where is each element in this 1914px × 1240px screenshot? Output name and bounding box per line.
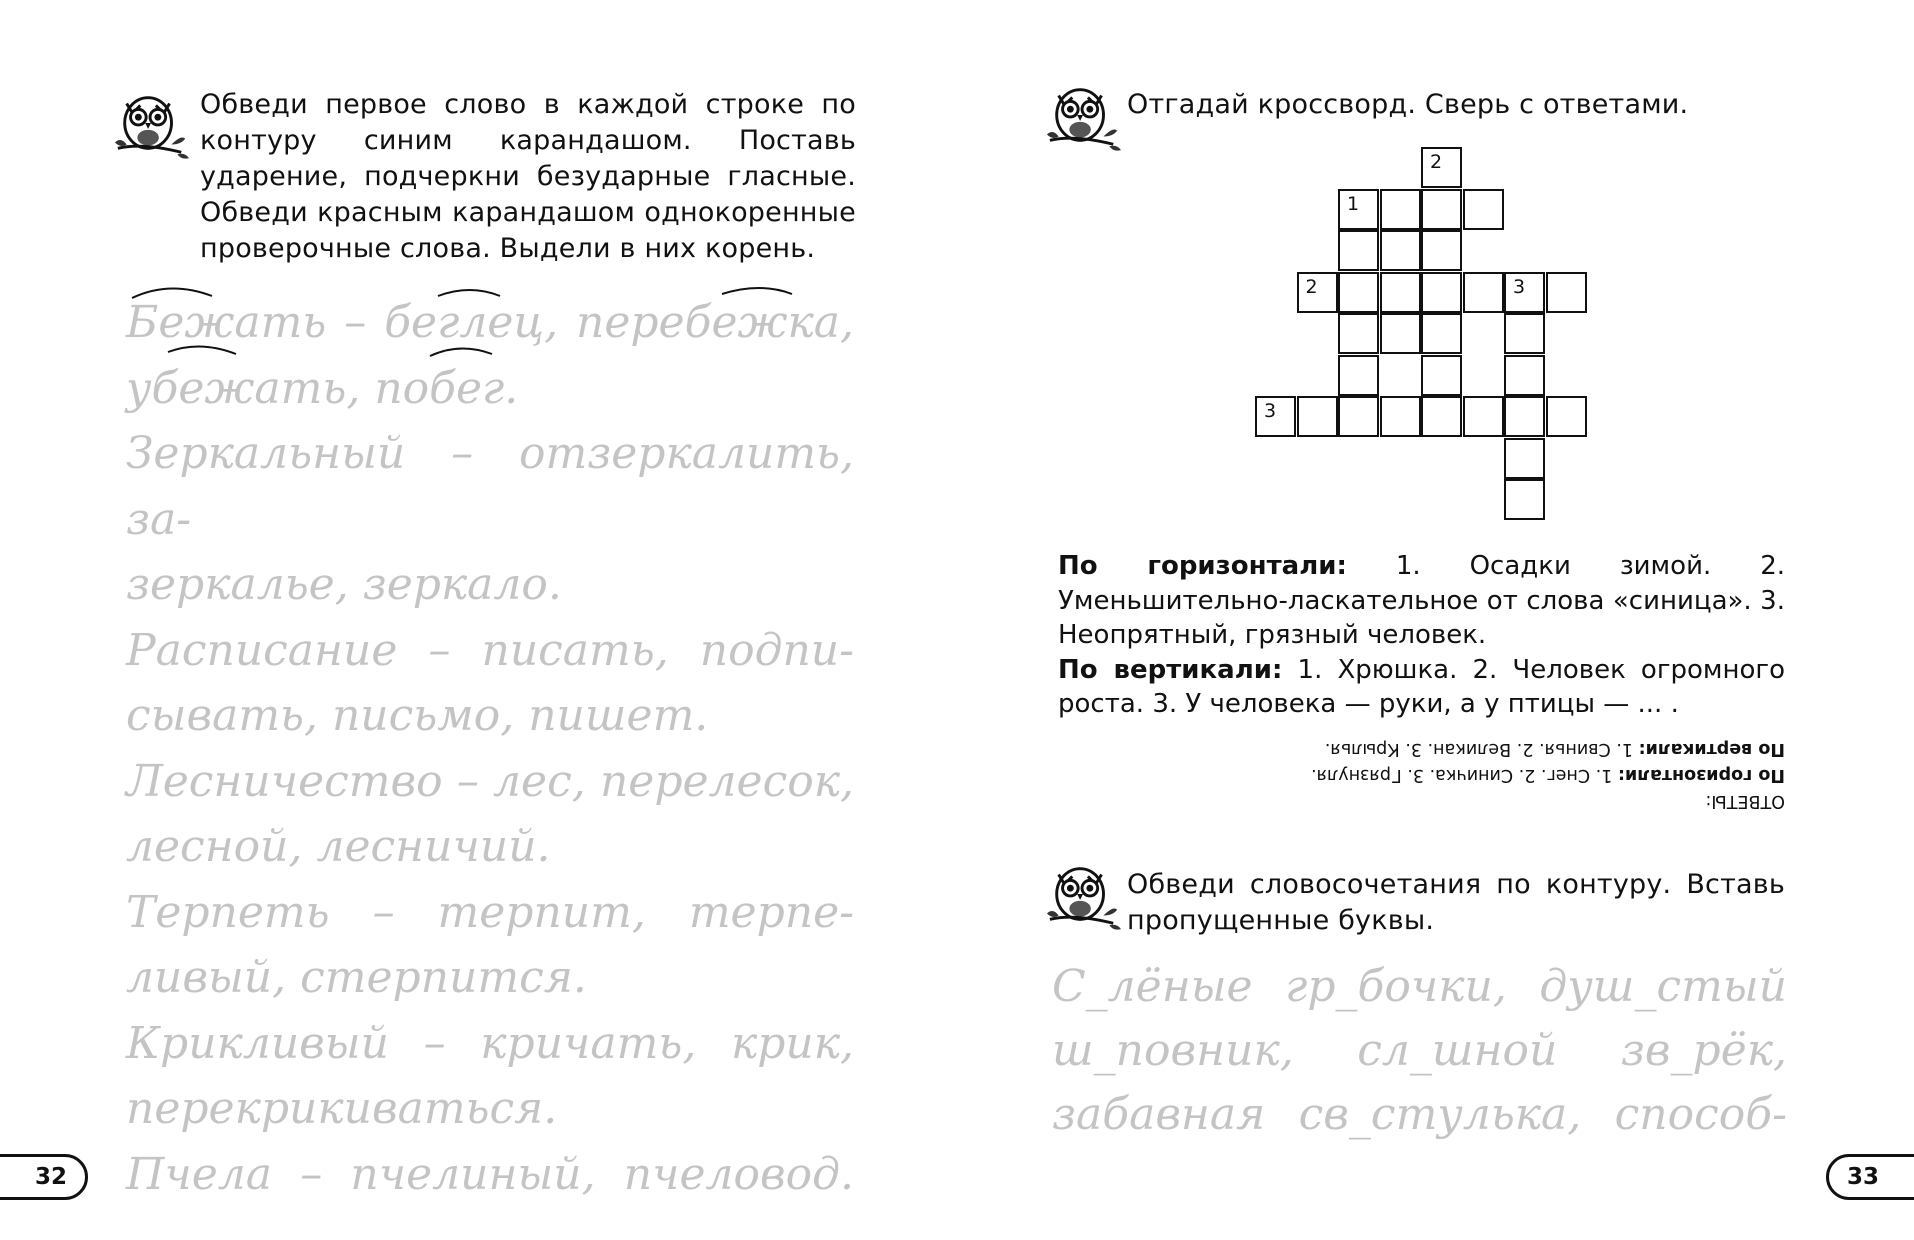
crossword-cell[interactable]	[1421, 230, 1462, 271]
phrase-copy-block	[1052, 955, 1787, 1147]
task-instruction: Обведи первое слово в каждой строке по контуру синим карандашом. Поставь ударение, подчеркни безударные гласные. Обведи красным карандашом однокоренные проверочные слова. Выдели в них корень.	[200, 89, 856, 264]
crossword-cell[interactable]	[1338, 396, 1379, 437]
crossword-cell[interactable]	[1297, 396, 1338, 437]
copy-line: зеркалье, зеркало.	[126, 559, 562, 610]
crossword-cell-number: 1	[1347, 192, 1360, 215]
copy-line: Бежать – беглец, перебежка,	[126, 297, 854, 348]
crossword-cell-number: 2	[1430, 151, 1443, 173]
upside-down-answers	[1197, 736, 1785, 814]
owl-icon	[113, 84, 191, 162]
answers-vertical-text: 1. Свинья. 2. Великан. 3. Крылья.	[1324, 739, 1634, 759]
crossword-cell[interactable]	[1504, 355, 1545, 396]
vertical-clue-text: 1. Хрюшка. 2. Человек огромного роста. 3. У человека — руки, а у птицы — ... .	[1058, 654, 1786, 719]
answers-vertical	[1197, 736, 1785, 762]
crossword-cell[interactable]	[1380, 396, 1421, 437]
crossword-cell[interactable]	[1546, 272, 1587, 313]
answers-title: ОТВЕТЫ:	[1705, 791, 1785, 811]
horizontal-clues	[1058, 549, 1785, 653]
crossword-cell[interactable]	[1421, 189, 1462, 230]
crossword-cell[interactable]	[1504, 313, 1545, 354]
crossword-instruction: Отгадай кроссворд. Сверь с ответами.	[1127, 89, 1689, 120]
right-page	[957, 0, 1914, 1240]
copy-line: сывать, письмо, пишет.	[126, 690, 709, 741]
copy-line: лесной, лесничий.	[126, 821, 551, 872]
horizontal-clue-text: 1. Осадки зимой. 2. Уменьшительно-ласкательное от слова «синица». 3. Неопрятный, грязный человек.	[1058, 551, 1786, 650]
crossword-cell[interactable]	[1421, 272, 1462, 313]
copy-line: Лесничество – лес, перелесок,	[126, 755, 854, 807]
crossword-cell[interactable]	[1297, 272, 1338, 313]
answers-horizontal-text: 1. Снег. 2. Синичка. 3. Грязнуля.	[1311, 765, 1613, 785]
crossword-cell[interactable]	[1338, 230, 1379, 271]
crossword-cell[interactable]	[1255, 396, 1296, 437]
crossword-cell-number: 3	[1264, 400, 1277, 422]
crossword-cell[interactable]	[1463, 396, 1504, 437]
answers-horizontal	[1197, 762, 1785, 788]
crossword-cell[interactable]	[1338, 355, 1379, 396]
copy-line: убежать, побег.	[126, 362, 519, 414]
crossword-cell[interactable]	[1463, 272, 1504, 313]
crossword-clues	[1058, 549, 1785, 722]
vertical-label: По вертикали:	[1058, 654, 1283, 685]
crossword-cell[interactable]	[1421, 355, 1462, 396]
crossword-cell-number: 3	[1513, 275, 1526, 298]
copy-line: ливый, стерпится.	[126, 952, 587, 1003]
copy-line: Терпеть – терпит, терпе-	[126, 886, 854, 938]
crossword-cell[interactable]	[1504, 272, 1545, 313]
crossword-cell[interactable]	[1504, 396, 1545, 437]
page-number: 32	[0, 1154, 88, 1200]
crossword-cell[interactable]	[1504, 479, 1545, 520]
answers-horizontal-label: По горизонтали:	[1617, 765, 1785, 785]
crossword-cell[interactable]	[1380, 313, 1421, 354]
copy-line: Крикливый – кричать, крик,	[126, 1017, 854, 1069]
crossword-cell[interactable]	[1380, 189, 1421, 230]
answers-vertical-label: По вертикали:	[1638, 739, 1785, 759]
copy-text-block	[126, 290, 854, 1207]
copy-line: ш_повник, сл_шной зв_рёк,	[1052, 1025, 1787, 1076]
crossword-cell[interactable]	[1421, 147, 1462, 188]
crossword-cell[interactable]	[1463, 189, 1504, 230]
vertical-clues	[1058, 653, 1785, 722]
copy-line: С_лёные гр_бочки, душ_стый	[1052, 961, 1787, 1012]
crossword-cell-number: 2	[1305, 275, 1318, 298]
crossword-cell[interactable]	[1546, 396, 1587, 437]
phrase-instruction: Обведи словосочетания по контуру. Вставь пропущенные буквы.	[1127, 869, 1785, 936]
crossword-cell[interactable]	[1421, 313, 1462, 354]
copy-line: перекрикиваться.	[126, 1083, 558, 1134]
page-number: 33	[1826, 1154, 1914, 1200]
crossword-cell[interactable]	[1380, 272, 1421, 313]
crossword-cell[interactable]	[1338, 189, 1379, 230]
copy-line: Зеркальный – отзеркалить, за-	[126, 428, 854, 545]
crossword-cell[interactable]	[1338, 272, 1379, 313]
owl-icon	[1045, 855, 1123, 933]
horizontal-label: По горизонтали:	[1058, 551, 1347, 581]
copy-line: Расписание – писать, подпи-	[126, 624, 854, 676]
crossword-grid	[1255, 147, 1595, 527]
crossword-cell[interactable]	[1421, 396, 1462, 437]
crossword-cell[interactable]	[1380, 230, 1421, 271]
copy-line: Пчела – пчелиный, пчеловод.	[126, 1148, 854, 1200]
crossword-cell[interactable]	[1504, 438, 1545, 479]
copy-line: забавная св_стулька, способ-	[1052, 1089, 1787, 1140]
crossword-cell[interactable]	[1338, 313, 1379, 354]
owl-icon	[1045, 76, 1123, 154]
